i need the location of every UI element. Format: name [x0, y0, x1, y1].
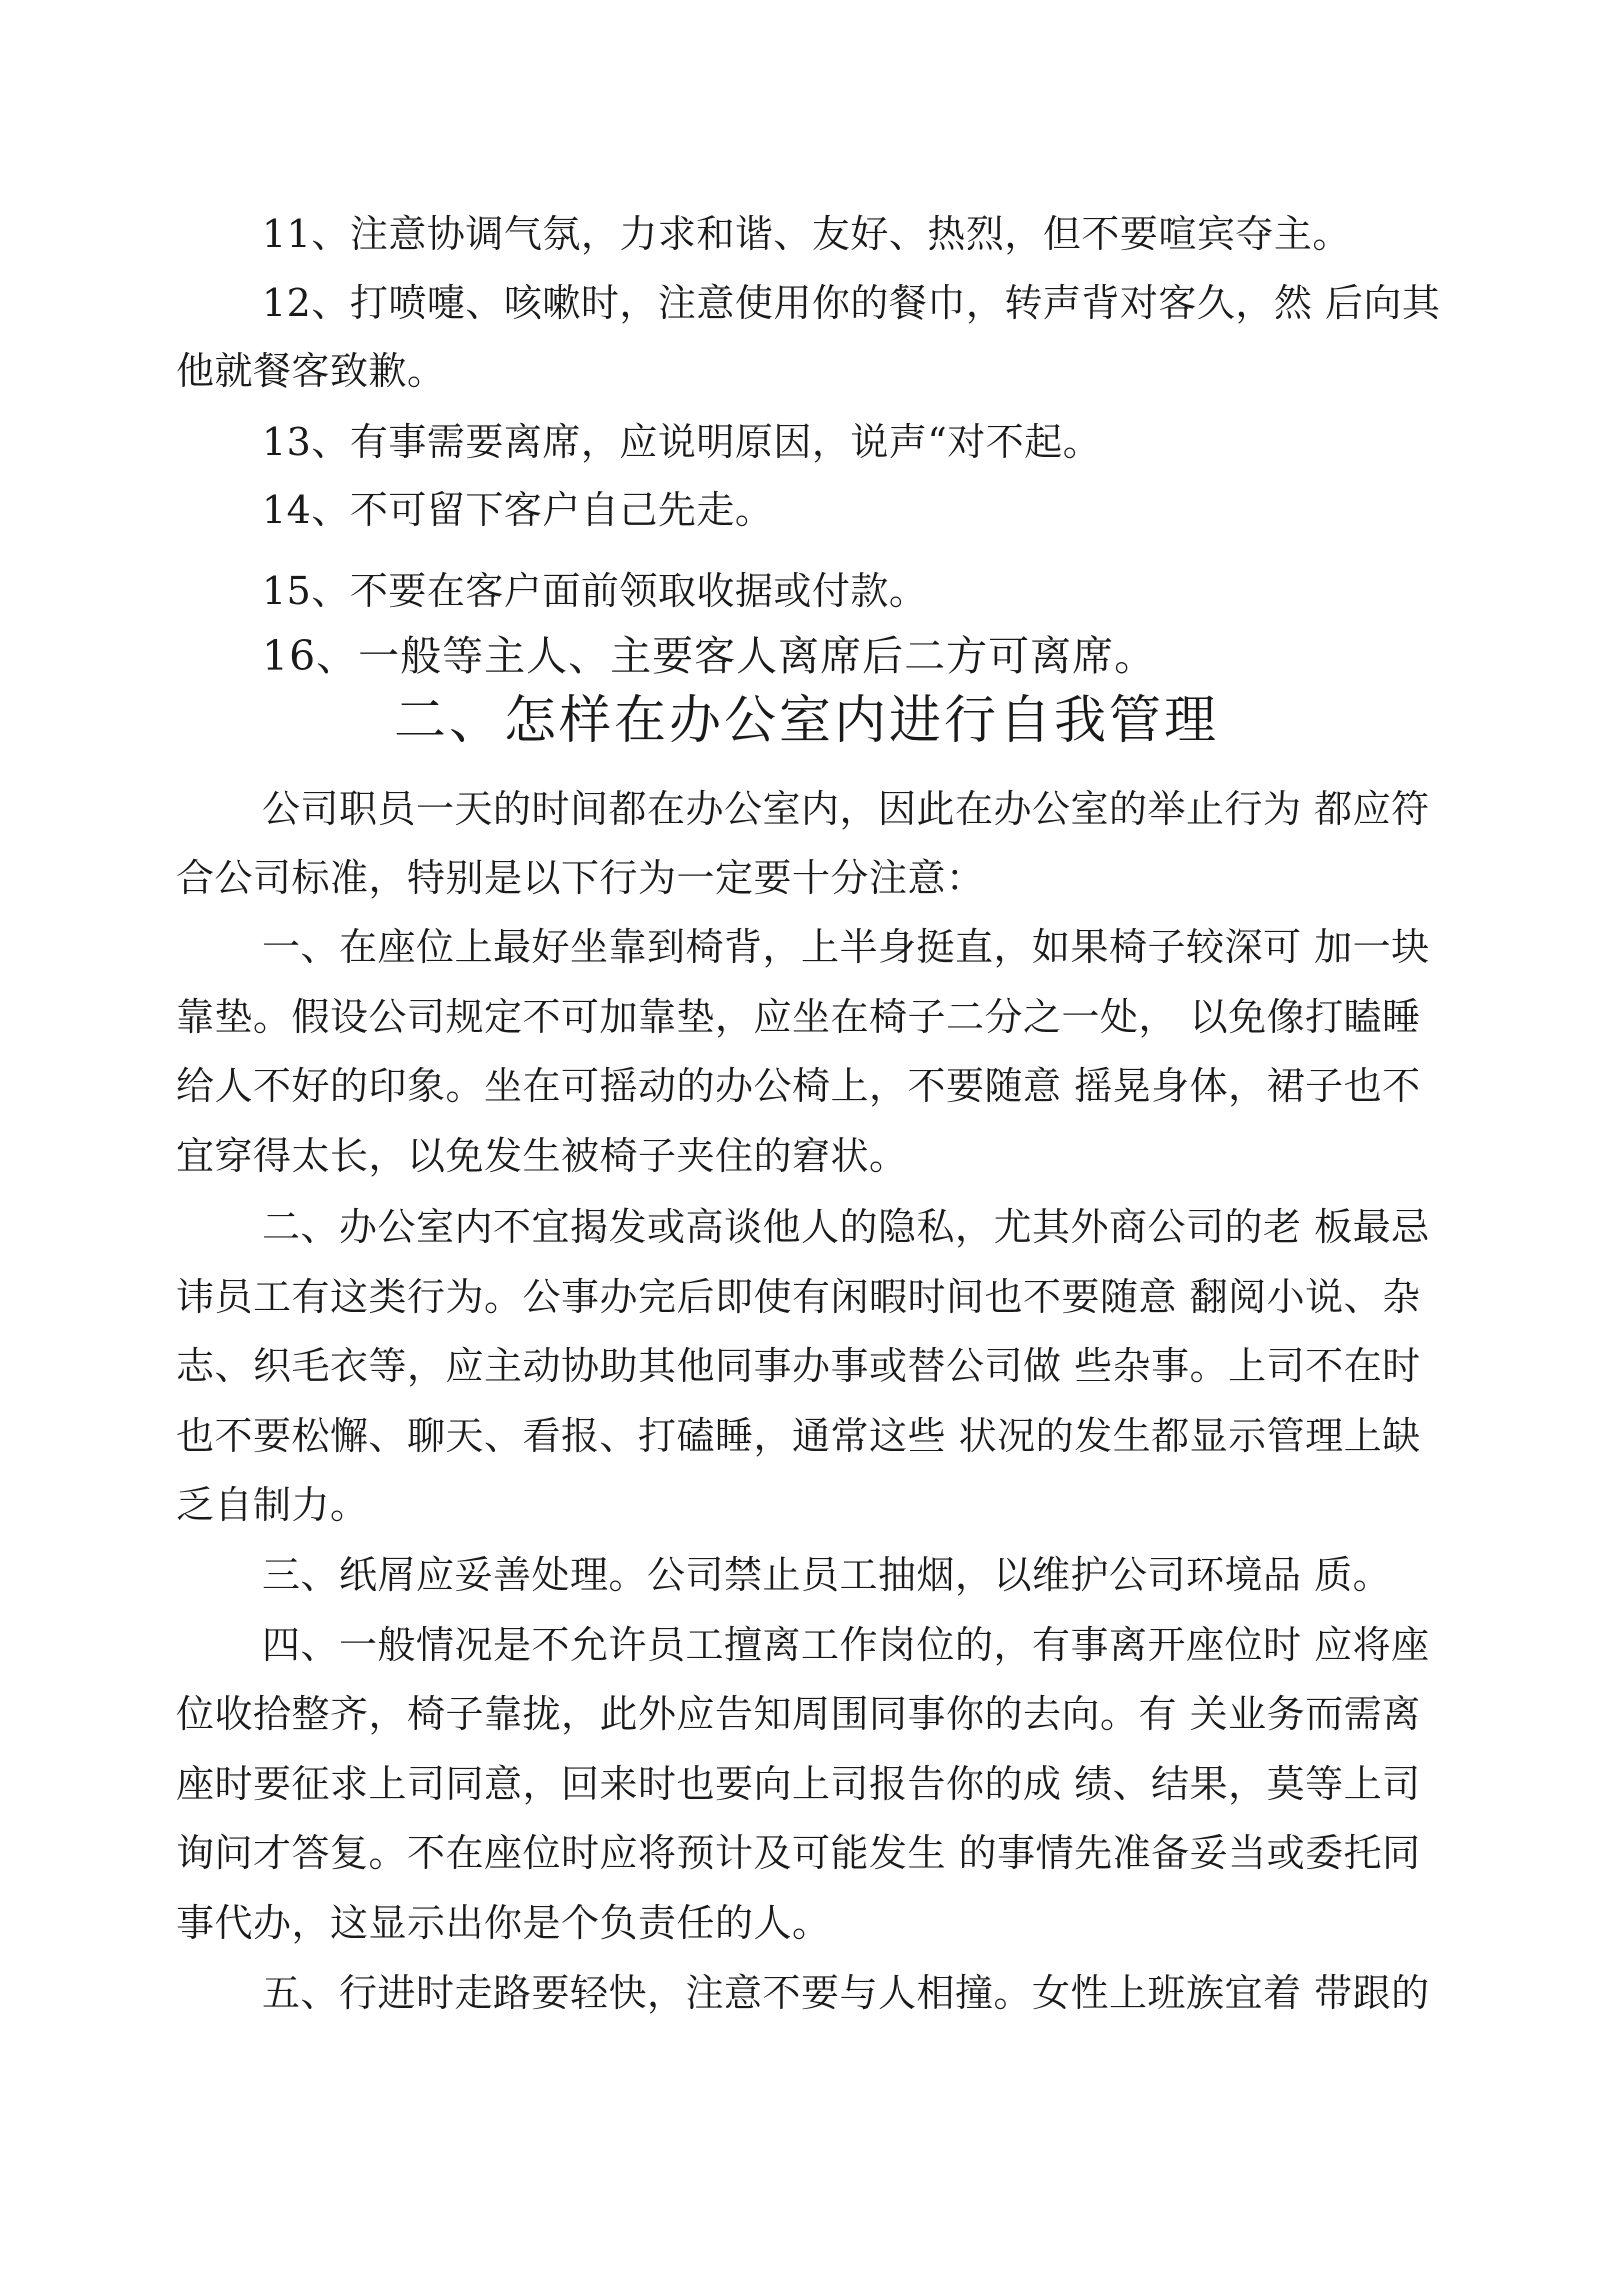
body-line: 合公司标准，特别是以下行为一定要十分注意：: [176, 856, 985, 900]
item-14: 14、不可留下客户自己先走。: [262, 488, 774, 532]
body-line: 二、办公室内不宜揭发或高谈他人的隐私，尤其外商公司的老 板最忌: [262, 1205, 1430, 1249]
item-12-continuation: 他就餐客致歉。: [176, 349, 446, 393]
item-11: 11、注意协调气氛，力求和谐、友好、热烈，但不要喧宾夺主。: [262, 212, 1351, 256]
body-line: 三、纸屑应妥善处理。公司禁止员工抽烟，以维护公司环境品 质。: [262, 1553, 1392, 1597]
body-line: 靠垫。假设公司规定不可加靠垫，应坐在椅子二分之一处， 以免像打瞌睡: [176, 995, 1421, 1039]
body-line: 讳员工有这类行为。公事办完后即使有闲暇时间也不要随意 翻阅小说、杂: [176, 1275, 1421, 1319]
body-line: 四、一般情况是不允许员工擅离工作岗位的，有事离开座位时 应将座: [262, 1623, 1430, 1667]
body-line: 志、织毛衣等，应主动协助其他同事办事或替公司做 些杂事。上司不在时: [176, 1344, 1421, 1388]
body-line: 给人不好的印象。坐在可摇动的办公椅上，不要随意 摇晃身体，裙子也不: [176, 1064, 1421, 1108]
body-line: 也不要松懈、聊天、看报、打磕睡，通常这些 状况的发生都显示管理上缺: [176, 1414, 1421, 1458]
section-title: 二、怎样在办公室内进行自我管理: [393, 691, 1219, 751]
item-12: 12、打喷嚏、咳嗽时，注意使用你的餐巾，转声背对客久，然 后向其: [262, 281, 1441, 325]
body-line: 一、在座位上最好坐靠到椅背，上半身挺直，如果椅子较深可 加一块: [262, 925, 1430, 969]
body-line: 宜穿得太长，以免发生被椅子夹住的窘状。: [176, 1134, 908, 1178]
body-line: 座时要征求上司同意，回来时也要向上司报告你的成 绩、结果，莫等上司: [176, 1762, 1421, 1806]
body-line: 事代办，这显示出你是个负责任的人。: [176, 1901, 831, 1945]
body-line: 公司职员一天的时间都在办公室内，因此在办公室的举止行为 都应符: [262, 787, 1430, 831]
body-line: 乏自制力。: [176, 1483, 369, 1527]
item-13: 13、有事需要离席，应说明原因，说声“对不起。: [262, 420, 1102, 464]
body-line: 五、行进时走路要轻快，注意不要与人相撞。女性上班族宜着 带跟的: [262, 1971, 1430, 2015]
body-line: 位收拾整齐，椅子靠拢，此外应告知周围同事你的去向。有 关业务而需离: [176, 1692, 1421, 1736]
item-16: 16、一般等主人、主要客人离席后二方可离席。: [262, 632, 1157, 680]
body-line: 询问才答复。不在座位时应将预计及可能发生 的事情先准备妥当或委托同: [176, 1831, 1421, 1875]
item-15: 15、不要在客户面前领取收据或付款。: [262, 569, 928, 613]
